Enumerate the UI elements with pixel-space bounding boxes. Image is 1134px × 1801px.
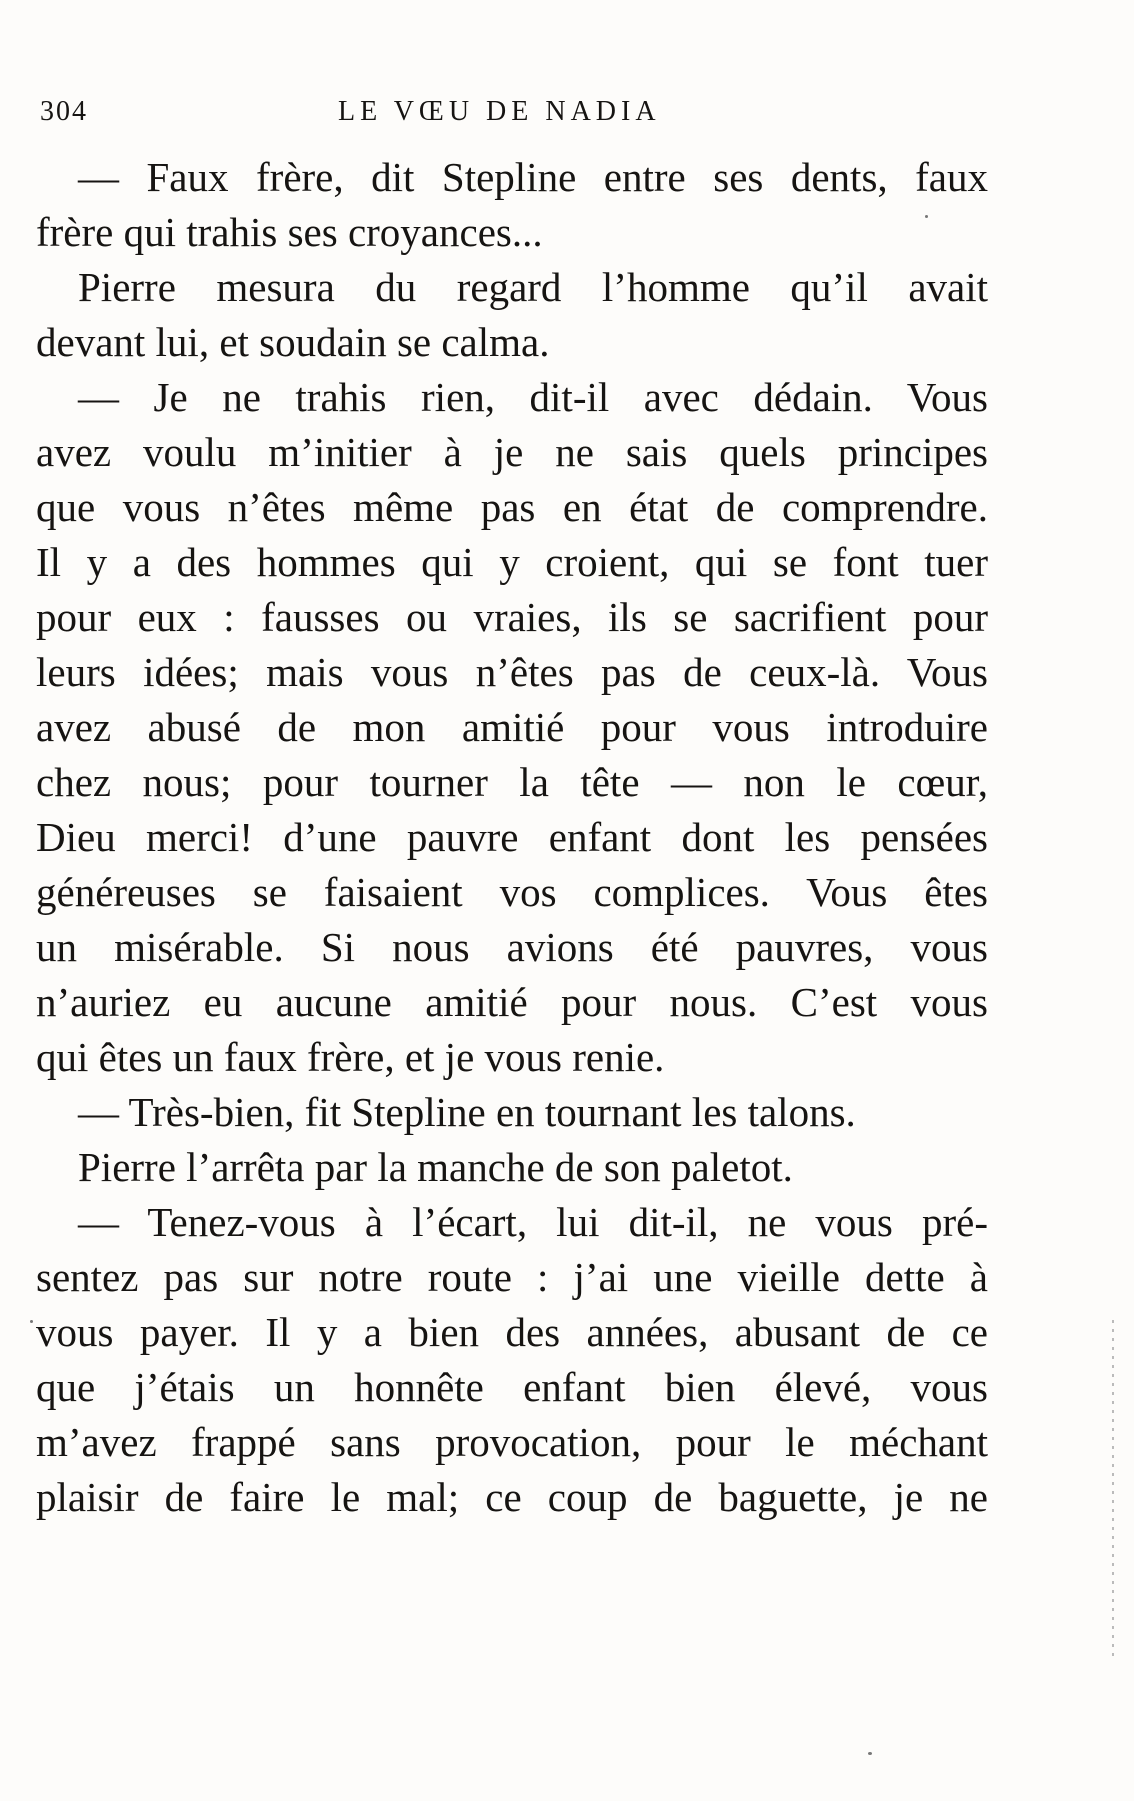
text-line: — Je ne trahis rien, dit-il avec dédain. Vous — [78, 374, 988, 420]
body-text — [36, 150, 988, 1525]
text-line: devant lui, et soudain se calma. — [36, 319, 550, 365]
text-line: Dieu merci! d’une pauvre enfant dont les pensées — [36, 814, 988, 860]
text-line: Pierre mesura du regard l’homme qu’il avait — [78, 264, 988, 310]
text-line: chez nous; pour tourner la tête — non le cœur, — [36, 759, 988, 805]
text-line: m’avez frappé sans provocation, pour le méchant — [36, 1419, 988, 1465]
text-line: vous payer. Il y a bien des années, abusant de ce — [36, 1309, 988, 1355]
text-line: que j’étais un honnête enfant bien élevé, vous — [36, 1364, 988, 1410]
running-title: LE VŒU DE NADIA — [338, 96, 661, 127]
paper-speck — [925, 215, 928, 218]
page-edge-mark — [1112, 1320, 1114, 1660]
running-header — [40, 96, 990, 136]
text-line: avez abusé de mon amitié pour vous introduire — [36, 704, 988, 750]
text-line: n’auriez eu aucune amitié pour nous. C’est vous — [36, 979, 988, 1025]
text-line: généreuses se faisaient vos complices. Vous êtes — [36, 869, 988, 915]
paper-speck — [868, 1752, 872, 1755]
text-line: que vous n’êtes même pas en état de comprendre. — [36, 484, 988, 530]
paper-speck — [30, 1320, 33, 1323]
page-number: 304 — [40, 96, 88, 127]
text-line: frère qui trahis ses croyances... — [36, 209, 543, 255]
text-line: plaisir de faire le mal; ce coup de baguette, je ne — [36, 1474, 988, 1520]
text-line: — Tenez-vous à l’écart, lui dit-il, ne vous pré- — [78, 1199, 988, 1245]
text-line: — Très-bien, fit Stepline en tournant les talons. — [78, 1089, 856, 1135]
text-line: — Faux frère, dit Stepline entre ses dents, faux — [78, 154, 988, 200]
text-line: Il y a des hommes qui y croient, qui se font tuer — [36, 539, 988, 585]
text-line: un misérable. Si nous avions été pauvres, vous — [36, 924, 988, 970]
text-line: pour eux : fausses ou vraies, ils se sacrifient pour — [36, 594, 988, 640]
text-line: qui êtes un faux frère, et je vous renie. — [36, 1034, 665, 1080]
text-line: Pierre l’arrêta par la manche de son paletot. — [78, 1144, 793, 1190]
text-line: leurs idées; mais vous n’êtes pas de ceux-là. Vous — [36, 649, 988, 695]
text-line: avez voulu m’initier à je ne sais quels principes — [36, 429, 988, 475]
text-line: sentez pas sur notre route : j’ai une vieille dette à — [36, 1254, 988, 1300]
